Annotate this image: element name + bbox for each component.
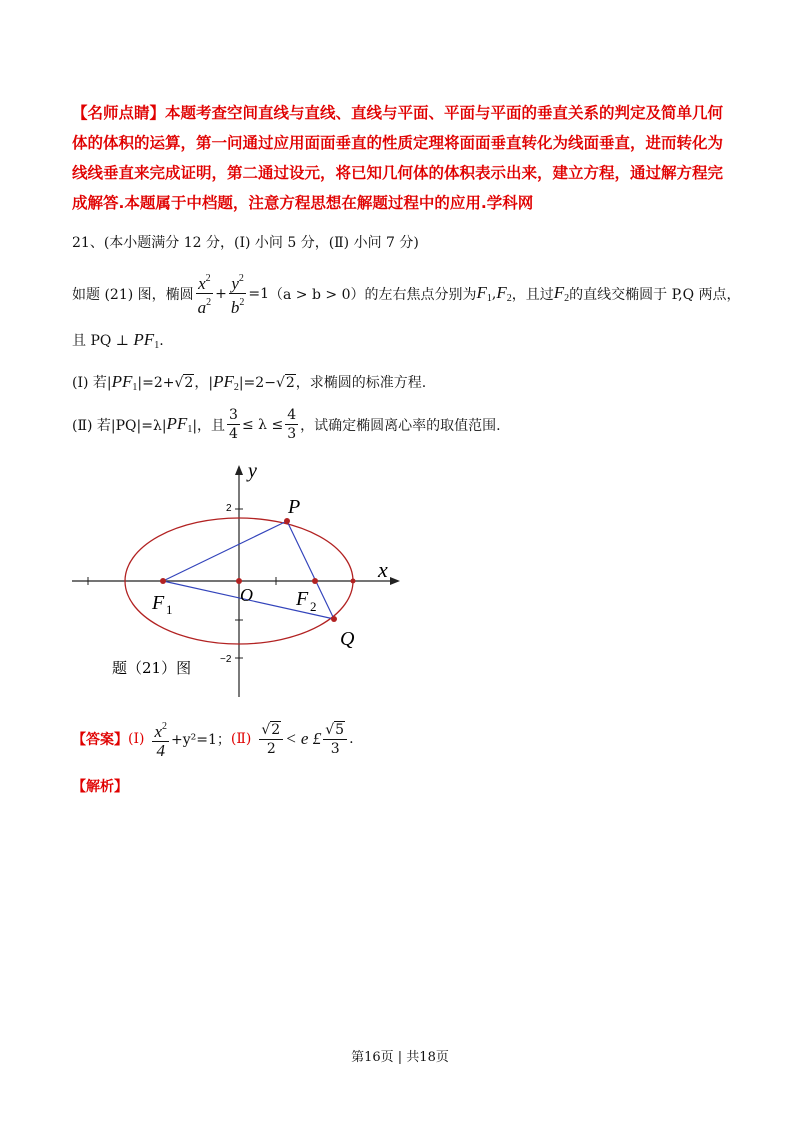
sqrt-2-b: √2 xyxy=(275,375,295,391)
point-f2 xyxy=(312,578,318,584)
answer-part2-label: (Ⅱ) xyxy=(230,731,252,747)
problem-line2: 且 PQ ⊥ $PF_1$. xyxy=(72,330,164,351)
point-q xyxy=(331,616,337,622)
fraction-y2-b2: $\frac{y^2}{b^2}$ xyxy=(229,270,247,317)
part1-text-c: ，| xyxy=(194,375,214,391)
problem-header: 21、(本小题满分 12 分，(Ⅰ) 小问 5 分，(Ⅱ) 小问 7 分) xyxy=(72,235,419,251)
intro-text-b: ，且过 xyxy=(511,286,554,303)
label-x: x xyxy=(378,557,388,582)
line2-text: 且 PQ ⊥ xyxy=(72,333,129,349)
intro-condition: （a > b > 0）的左右焦点分别为 xyxy=(269,286,477,303)
label-f1-sub: 1 xyxy=(166,602,173,617)
tip-heading: 【名师点睛】 xyxy=(72,104,166,122)
symbol-f2: $F_2$ xyxy=(496,283,512,304)
label-f2: F xyxy=(296,588,309,610)
problem-part1 xyxy=(72,372,426,393)
symbol-pf1-p2: $PF_1$ xyxy=(166,414,193,435)
problem-intro: 如题 (21) 图，椭圆 $\frac{x^2}{a^2}$ + $\frac{y^2}{b^2}$ =1 （a > b > 0）的左右焦点分别为 $F_1$ , $F_2$ ，且过 $F_2$ 的直线交椭圆于 P,Q 两点， xyxy=(72,270,741,317)
label-q: Q xyxy=(340,628,355,650)
part1-text-a: (Ⅰ) 若| xyxy=(72,375,112,391)
symbol-pf2-p1: $PF_2$ xyxy=(213,372,239,393)
point-p xyxy=(284,518,290,524)
point-f1 xyxy=(160,578,166,584)
answer-fraction-sqrt2-2: $\frac{√2}{2}$ xyxy=(259,721,283,758)
teacher-tip xyxy=(72,98,732,218)
symbol-pf1-p1: $PF_1$ xyxy=(111,372,138,393)
page-footer: 第16页 | 共18页 xyxy=(351,1050,449,1065)
point-vertex-right xyxy=(351,579,356,584)
intro-text-a: 如题 (21) 图，椭圆 xyxy=(72,286,194,303)
symbol-f2-b: $F_2$ xyxy=(553,283,570,304)
sqrt-2-a: √2 xyxy=(174,375,194,391)
fraction-4-3: $\frac{4}{3}$ xyxy=(287,407,297,442)
answer-label: 【答案】 xyxy=(72,732,128,748)
label-p: P xyxy=(288,496,301,518)
fraction-x2-a2: $\frac{x^2}{a^2}$ xyxy=(196,270,214,317)
point-o xyxy=(236,578,242,584)
answer-period: . xyxy=(349,731,354,747)
x-axis-arrow-icon xyxy=(390,577,400,585)
label-f2-sub: 2 xyxy=(310,599,317,614)
symbol-pf1: $PF_1$ xyxy=(133,330,160,351)
answer-part1-label: (Ⅰ) xyxy=(128,731,145,747)
answer-eq-tail: +y²=1； xyxy=(171,732,231,748)
part1-text-d: |=2− xyxy=(238,375,276,391)
part2-text-a: (Ⅱ) 若|PQ|=λ| xyxy=(72,417,167,434)
answer-fraction-sqrt5-3: $\frac{√5}{3}$ xyxy=(323,721,347,758)
label-tick-neg2: −2 xyxy=(220,654,232,665)
label-f1: F xyxy=(152,592,165,614)
fraction-3-4: $\frac{3}{4}$ xyxy=(229,407,238,442)
y-axis-arrow-icon xyxy=(235,465,243,475)
answer-line xyxy=(72,718,354,760)
intro-text-c: 的直线交椭圆于 P,Q 两点， xyxy=(569,286,741,303)
ellipse-figure xyxy=(60,455,420,705)
tip-text: 本题考查空间直线与直线、直线与平面、平面与平面的垂直关系的判定及简单几何体的体积的运算，第一问通过应用面面垂直的性质定理将面面垂直转化为线面垂直，进而转化为线线垂直来完成证明，第二通过设元，将已知几何体的体积表示出来，建立方程，通过解方程完成解答.本题属于中档题，注意方程思想在解题过程中的应用.学科网 xyxy=(72,104,724,212)
part2-text-d: ，试确定椭圆离心率的取值范围. xyxy=(300,417,501,434)
symbol-f1: $F_1$ xyxy=(476,283,492,304)
figure-caption: 题（21）图 xyxy=(112,659,192,677)
analysis-label: 【解析】 xyxy=(72,779,128,795)
part2-text-c: ≤ λ ≤ xyxy=(241,416,284,433)
label-tick-pos2: 2 xyxy=(226,503,232,514)
part2-text-b: |，且 xyxy=(192,417,226,434)
part1-text-e: ，求椭圆的标准方程. xyxy=(295,375,427,391)
label-y: y xyxy=(248,460,257,482)
answer-fraction-x2-4: $\frac{x^2}{4}$ xyxy=(152,718,169,760)
problem-part2 xyxy=(72,406,501,443)
label-o: O xyxy=(240,585,253,605)
part1-text-b: |=2+ xyxy=(137,375,175,391)
answer-mid: < e £ xyxy=(285,729,322,748)
